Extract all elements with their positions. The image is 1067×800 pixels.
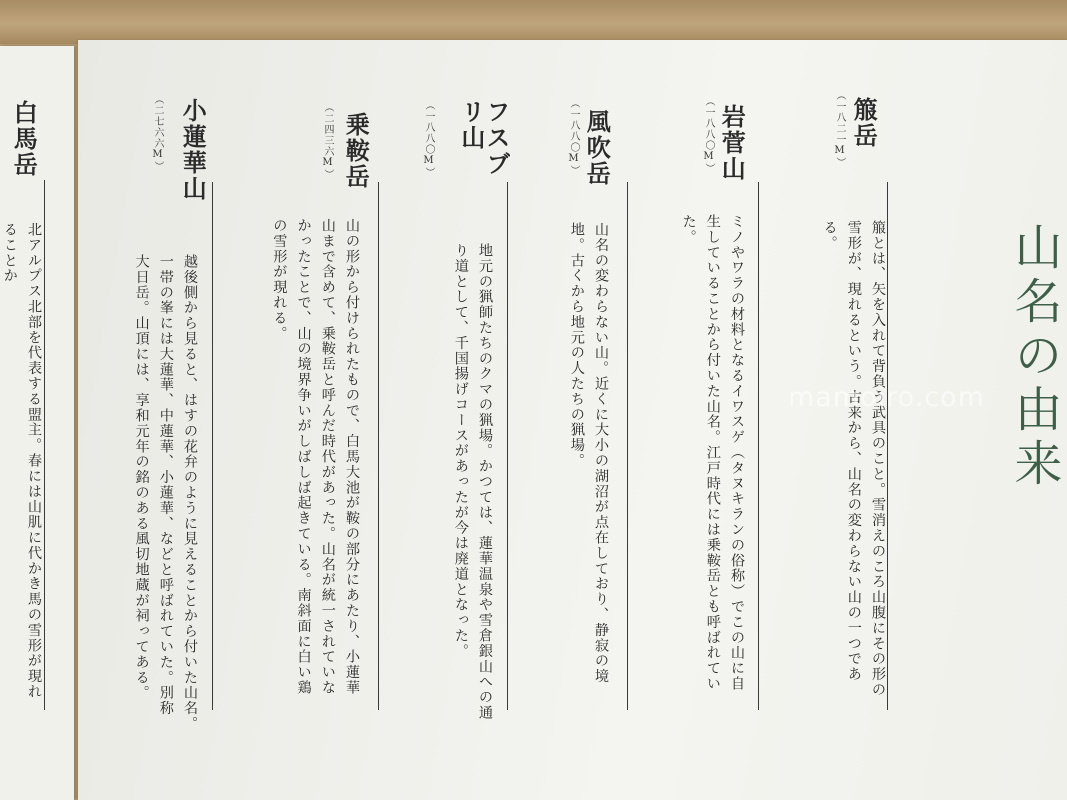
mountain-name-korengesan: 小蓮華山	[178, 98, 208, 202]
mountain-name-kazafukidake: 風吹岳	[582, 109, 612, 187]
mountain-description-ebiradake: 箙とは、矢を入れて背負う武具のこと。雪消えのころ山腹にその形の雪形が、現れるという。古来から、山名の変わらない山の一つである。	[821, 220, 886, 698]
mountain-elevation-korengesan: （二七六六M）	[152, 94, 163, 172]
column-divider	[212, 182, 213, 710]
wooden-backdrop	[0, 0, 1067, 44]
mountain-elevation-norikuradake: （二四三六M）	[322, 102, 333, 180]
column-divider	[627, 182, 628, 710]
mountain-description-fusuburiyama: 地元の猟師たちのクマの猟場。かつては、蓮華温泉や雪倉銀山への通り道として、千国揚げコースがあったが今は廃道となった。	[452, 243, 493, 721]
mountain-elevation-kazafukidake: （一八八〇M）	[568, 98, 579, 176]
sign-title: 山名の由来	[1006, 222, 1062, 492]
mountain-description-norikuradake: 山の形から付けられたもので、白馬大池が鞍の部分にあたり、小蓮華山まで含めて、乗鞍岳と呼んだ時代があった。山名が統一されていなかったことで、山の境界争いがしばしば起きている。南斜面に白い鶏の雪形が現れる。	[271, 218, 360, 696]
mountain-name-ebiradake: 箙岳	[849, 97, 879, 149]
mountain-name-iwasugeyama: 岩菅山	[717, 104, 747, 182]
mountain-elevation-fusuburiyama: （一八八〇M）	[423, 100, 434, 178]
mountain-name-shiroumadake: 白馬岳	[9, 100, 39, 178]
mountain-name-norikuradake: 乗鞍岳	[341, 112, 371, 190]
mountain-name-fusuburiyama: フスブリ山	[456, 99, 511, 177]
mountain-description-korengesan: 越後側から見ると、はすの花弁のように見えることから付いた山名。一帯の峯には大蓮華、中蓮華、小蓮華、などと呼ばれていた。別称 大日岳。山頂には、享和元年の銘のある風切地蔵が祠ってある。	[133, 254, 198, 732]
mountain-description-shiroumadake: 北アルプス北部を代表する盟主。春には山肌に代かき馬の雪形が現れることか	[1, 222, 42, 700]
mountain-description-iwasugeyama: ミノやワラの材料となるイワスゲ（タヌキランの俗称）でこの山に自生していることから付いた山名。江戸時代には乗鞍岳とも呼ばれていた。	[680, 214, 745, 692]
mountain-description-kazafukidake: 山名の変わらない山。近くに大小の湖沼が点在しており、静寂の境地。古くから地元の人たちの猟場。	[568, 222, 609, 684]
column-divider	[758, 182, 759, 710]
watermark-text: mamoiro.com	[788, 382, 985, 413]
column-divider	[378, 182, 379, 710]
mountain-elevation-ebiradake: （一八二一M）	[834, 90, 845, 168]
column-divider	[507, 182, 508, 710]
mountain-elevation-iwasugeyama: （一八八〇M）	[703, 96, 714, 174]
